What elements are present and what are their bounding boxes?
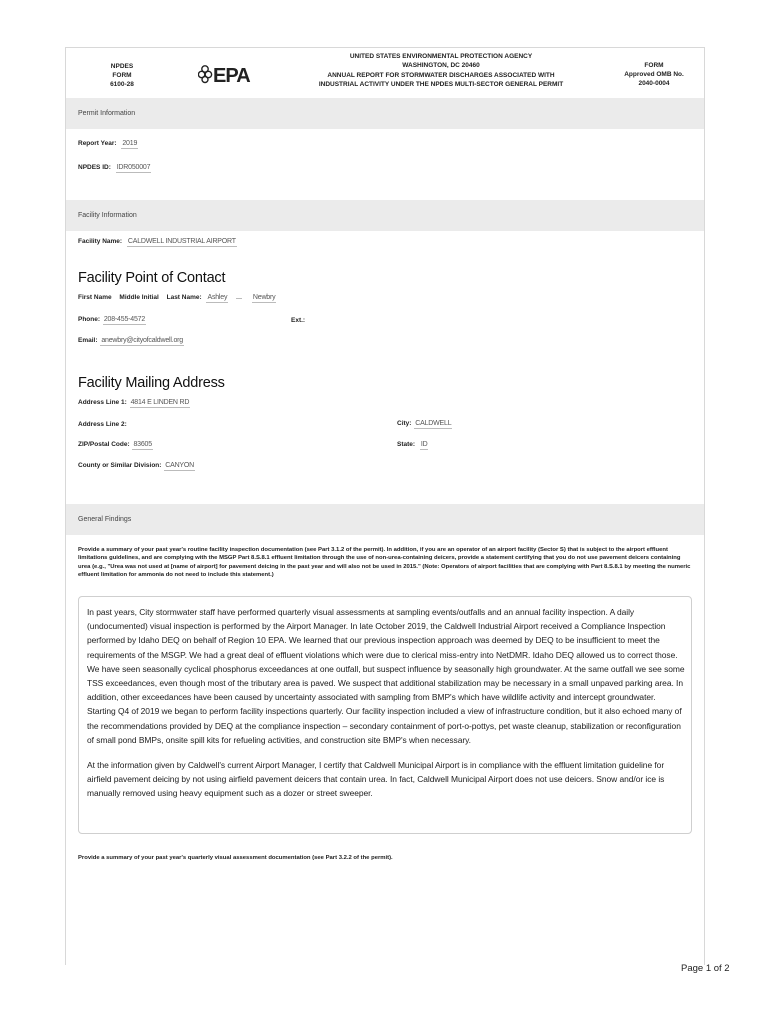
county-row bbox=[78, 462, 195, 471]
state-row bbox=[397, 441, 428, 450]
phone-row bbox=[78, 316, 146, 325]
county-field[interactable]: CANYON bbox=[165, 462, 194, 469]
address1-field[interactable]: 4814 E LINDEN RD bbox=[130, 399, 190, 406]
last-name-label: Last Name: bbox=[166, 294, 202, 301]
email-label: Email: bbox=[78, 337, 98, 344]
agency-title bbox=[298, 52, 584, 89]
state-field[interactable]: ID bbox=[420, 441, 428, 448]
zip-label: ZIP/Postal Code: bbox=[78, 441, 130, 448]
email-row bbox=[78, 337, 184, 346]
city-field[interactable]: CALDWELL bbox=[415, 420, 452, 427]
zip-row bbox=[78, 441, 153, 450]
omb-approval bbox=[604, 61, 704, 88]
ext-label: Ext.: bbox=[291, 317, 306, 324]
section-general-findings: General Findings bbox=[66, 504, 704, 535]
npdes-id-label: NPDES ID: bbox=[78, 164, 111, 171]
npdes-id-field[interactable]: IDR050007 bbox=[116, 164, 151, 171]
epa-flower-icon bbox=[198, 66, 211, 83]
form-label: FORM bbox=[112, 72, 132, 79]
report-year-field[interactable]: 2019 bbox=[122, 140, 138, 147]
form-header bbox=[66, 48, 704, 98]
contact-heading: Facility Point of Contact bbox=[78, 270, 226, 286]
npdes-id-row bbox=[78, 164, 151, 173]
facility-name-field[interactable]: CALDWELL INDUSTRIAL AIRPORT bbox=[127, 238, 236, 245]
npdes-form-number bbox=[94, 62, 150, 89]
form-number: 6100-28 bbox=[110, 81, 134, 88]
section-facility-information: Facility Information bbox=[66, 200, 704, 231]
state-label: State: bbox=[397, 441, 416, 448]
summary-paragraph-1: In past years, City stormwater staff have performed quarterly visual assessments at sampling events/outfalls and an annual facility inspection. A daily (undocumented) visual inspection is performed by the Airport Manager. In late October 2019, the Caldwell Industrial Airport received a Compliance Inspection performed by Idaho DEQ on behalf of Region 10 EPA. We learned that our previous inspection approach was deemed by DEQ to be insufficient to meet the requirements of the MSGP. We had a great deal of effluent violations which were due to clerical miss-entry into NetDMR. Idaho DEQ allowed us to correct those. We have seen seasonally cyclical phosphorus exceedances at one outfall, but suspect influence by seasonally high groundwater. At the same outfall we see some TSS exceedances, even though most of the tributary area is paved. We suspect that additional stabilization may be necessary in a small unpaved parking area. In addition, other exceedances have been caused by uncertainty associated with sampling from BMP's which have wildlife activity and intercept groundwater. Starting Q4 of 2019 we began to perform facility inspections quarterly. Our facility inspection included a view of infrastructure condition, but it also echoed many of the recommendations provided by DEQ at the compliance inspection – secondary containment of port-o-pottys, pet waste cleanup, stabilization or reconfiguration of small pond BMPs, onsite spill kits for refueling activities, and construction site BMP's when necessary. bbox=[87, 607, 685, 745]
summary-paragraph-2: At the information given by Caldwell's current Airport Manager, I certify that Caldwell Municipal Airport is in compliance with the effluent limitation guideline for airfield pavement deicing by not using airfield pavement deicers that contain urea. In fact, Caldwell Municipal Airport does not use deicers. Snow and/or ice is manually removed using heavy equipment such as a dozer or street sweeper. bbox=[87, 760, 665, 799]
report-year-row bbox=[78, 140, 138, 149]
contact-name-row bbox=[78, 294, 276, 303]
email-field[interactable]: anewbry@cityofcaldwell.org bbox=[101, 337, 183, 344]
omb-approved-label: Approved OMB No. bbox=[624, 71, 684, 78]
npdes-label: NPDES bbox=[110, 63, 134, 70]
agency-city: WASHINGTON, DC 20460 bbox=[402, 62, 480, 70]
county-label: County or Similar Division: bbox=[78, 462, 162, 469]
last-name-field[interactable]: Newbry bbox=[252, 294, 276, 301]
address2-label: Address Line 2: bbox=[78, 421, 127, 428]
report-title-line2: INDUSTRIAL ACTIVITY UNDER THE NPDES MULTI-SECTOR GENERAL PERMIT bbox=[318, 80, 564, 88]
svg-text:EPA: EPA bbox=[213, 65, 250, 85]
omb-number: 2040-0004 bbox=[638, 80, 670, 87]
city-label: City: bbox=[397, 420, 412, 427]
ext-row bbox=[291, 317, 305, 324]
report-year-label: Report Year: bbox=[78, 140, 117, 147]
epa-logo bbox=[198, 63, 258, 85]
agency-name: UNITED STATES ENVIRONMENTAL PROTECTION AGENCY bbox=[349, 53, 533, 60]
report-title-line1: ANNUAL REPORT FOR STORMWATER DISCHARGES ASSOCIATED WITH bbox=[327, 71, 555, 79]
inspection-prompt: Provide a summary of your past year's routine facility inspection documentation (see Part 3.1.2 of the permit). In addition, if you are an operator of an airport facility (Sector S) that is subject to the airport effluent limitations guidelines, and are complying with the MSGP Part 8.S.8.1 effluent limitation through the use of non-urea-containing deicers, provide a statement certifying that you do not use pavement deicers containing urea (e.g., "Urea was not used at [name of airport] for pavement deicing in the past year and will also not be used in 2015." (Note: Operators of airport facilities that are complying with Part 8.S.8.1 by meeting the numeric effluent limitation for ammonia do not need to include this statement.) bbox=[78, 547, 691, 578]
address1-row bbox=[78, 399, 190, 408]
city-row bbox=[397, 420, 452, 429]
facility-name-label: Facility Name: bbox=[78, 238, 123, 245]
zip-field[interactable]: 83605 bbox=[133, 441, 152, 448]
address2-row bbox=[78, 421, 127, 428]
middle-initial-field[interactable] bbox=[236, 297, 242, 299]
first-name-field[interactable]: Ashley bbox=[207, 294, 228, 301]
inspection-summary-textarea[interactable] bbox=[78, 596, 692, 834]
omb-form-label: FORM bbox=[644, 62, 664, 69]
phone-field[interactable]: 208-455-4572 bbox=[103, 316, 146, 323]
middle-initial-label: Middle Initial bbox=[119, 294, 159, 301]
form-frame bbox=[65, 47, 705, 965]
address1-label: Address Line 1: bbox=[78, 399, 127, 406]
quarterly-assessment-prompt: Provide a summary of your past year's quarterly visual assessment documentation (see Part 3.2.2 of the permit). bbox=[78, 855, 393, 861]
facility-name-row bbox=[78, 238, 237, 247]
mailing-heading: Facility Mailing Address bbox=[78, 375, 225, 391]
section-permit-information: Permit Information bbox=[66, 98, 704, 129]
page-number: Page 1 of 2 bbox=[681, 963, 730, 974]
first-name-label: First Name bbox=[78, 294, 112, 301]
phone-label: Phone: bbox=[78, 316, 101, 323]
